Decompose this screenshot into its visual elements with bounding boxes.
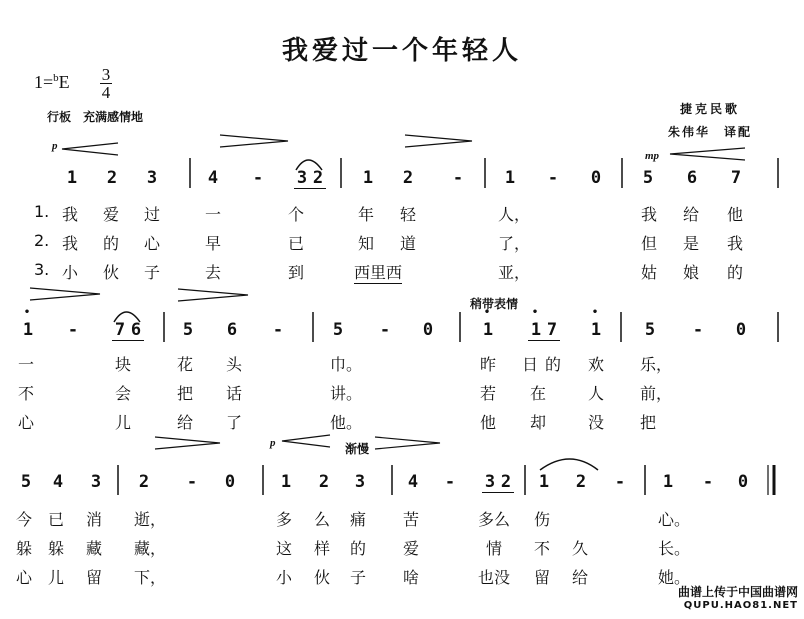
lyric-syllable: 已 — [288, 234, 305, 253]
lyric-syllable: 下， — [134, 568, 167, 587]
time-signature: 3 4 — [101, 65, 111, 102]
note: 5 — [182, 320, 194, 340]
lyric-syllable: 给 — [572, 568, 589, 587]
decrescendo-hairpin — [178, 289, 248, 301]
note: 7 — [544, 320, 560, 341]
lyric-syllable: 心 — [144, 234, 161, 253]
lyric-syllable: 心。 — [658, 510, 691, 529]
lyric-syllable: 伙 — [314, 568, 331, 587]
lyric-syllable: 消 — [86, 510, 103, 529]
tempo-marking: 行板 充满感情地 — [47, 110, 144, 124]
lyric-syllable: 不 — [534, 539, 551, 558]
lyric-syllable: 子 — [350, 568, 367, 587]
lyric-syllable: 一 — [205, 205, 222, 224]
watermark-line-2: QUPU.HAO81.NET — [683, 600, 798, 611]
lyric-syllable: 伙 — [103, 263, 120, 282]
note: 1 — [362, 168, 374, 188]
lyric-syllable: 3. — [34, 260, 50, 279]
note: - — [186, 472, 198, 492]
lyric-syllable: 多 — [276, 510, 293, 529]
lyric-syllable: 欢 — [588, 355, 605, 374]
lyric-syllable: 这 — [276, 539, 293, 558]
decrescendo-hairpin — [405, 135, 472, 147]
note: 4 — [407, 472, 419, 492]
note: 1 — [662, 472, 674, 492]
lyric-syllable: 年 — [358, 205, 375, 224]
lyric-syllable: 2. — [34, 231, 50, 250]
lyric-syllable: 他 — [727, 205, 744, 224]
lyric-syllable: 子 — [144, 263, 161, 282]
dynamic-p-2: p — [270, 437, 276, 449]
watermark-line-1: 曲谱上传于中国曲谱网 — [677, 585, 798, 599]
note: - — [252, 168, 264, 188]
lyric-syllable: 亚， — [498, 263, 531, 282]
note: 3 — [90, 472, 102, 492]
note: - — [692, 320, 704, 340]
lyric-syllable: 给 — [683, 205, 700, 224]
note: • 1 — [528, 320, 544, 341]
lyric-syllable: 他。 — [330, 413, 363, 432]
lyric-syllable: 在 — [530, 384, 547, 403]
note: 0 — [590, 168, 602, 188]
lyric-syllable: 心 — [18, 413, 35, 432]
note: - — [614, 472, 626, 492]
note: 5 — [642, 168, 654, 188]
lyric-syllable: 人， — [498, 205, 531, 224]
lyric-syllable: 躲 — [16, 539, 33, 558]
lyric-syllable: 没 — [588, 413, 605, 432]
lyric-syllable: 藏， — [134, 539, 167, 558]
note: 2 — [310, 168, 326, 189]
lyric-syllable: 知 — [358, 234, 375, 253]
lyric-syllable: 前， — [640, 384, 673, 403]
lyric-syllable: 我 — [62, 234, 79, 253]
note: 4 — [207, 168, 219, 188]
crescendo-hairpin — [282, 435, 330, 447]
note: 0 — [422, 320, 434, 340]
credit-origin: 捷克民歌 — [680, 102, 741, 116]
note: • 1 — [20, 320, 36, 340]
lyric-syllable: 儿 — [48, 568, 65, 587]
lyric-syllable: 她。 — [658, 568, 691, 587]
lyric-syllable: 日 — [522, 355, 539, 374]
lyric-syllable: 1. — [34, 202, 50, 221]
note: 4 — [52, 472, 64, 492]
lyric-syllable: 我 — [641, 205, 658, 224]
lyric-syllable: 人 — [588, 384, 605, 403]
lyric-syllable: 痛 — [350, 510, 367, 529]
lyric-syllable: 把 — [177, 384, 194, 403]
note: - — [379, 320, 391, 340]
note: 2 — [318, 472, 330, 492]
lyric-syllable: 早 — [205, 234, 222, 253]
lyric-syllable: 逝， — [134, 510, 167, 529]
lyric-syllable: 昨 — [480, 355, 497, 374]
lyric-syllable: 我 — [727, 234, 744, 253]
lyric-syllable: 爱 — [103, 205, 120, 224]
lyric-syllable: 心 — [16, 568, 33, 587]
expression-marking: 稍带表情 — [470, 297, 519, 311]
lyric-syllable: 么 — [314, 510, 331, 529]
lyric-syllable: 了 — [226, 413, 243, 432]
song-title: 我爱过一个年轻人 — [281, 36, 522, 66]
lyric-syllable: 了， — [498, 234, 531, 253]
note: - — [702, 472, 714, 492]
lyric-syllable: 儿 — [115, 413, 132, 432]
lyric-syllable: 今 — [16, 510, 33, 529]
lyric-syllable: 讲。 — [330, 384, 363, 403]
decrescendo-hairpin — [220, 135, 288, 147]
note: 2 — [402, 168, 414, 188]
lyric-syllable: 的 — [103, 234, 120, 253]
lyric-syllable: 躲 — [48, 539, 65, 558]
note: 1 — [538, 472, 550, 492]
note: 5 — [644, 320, 656, 340]
note: 1 — [280, 472, 292, 492]
note: 5 — [332, 320, 344, 340]
lyric-syllable: 久 — [572, 539, 589, 558]
credit-translator: 朱伟华 译配 — [668, 125, 753, 139]
lyric-syllable: 给 — [177, 413, 194, 432]
lyric-syllable: 一 — [18, 355, 35, 374]
note: - — [547, 168, 559, 188]
lyric-syllable: 话 — [226, 384, 243, 403]
lyric-syllable: 不 — [18, 384, 35, 403]
note: 2 — [575, 472, 587, 492]
decrescendo-hairpin — [30, 288, 100, 300]
lyric-syllable: 也没 — [478, 568, 511, 587]
lyric-syllable: 留 — [534, 568, 551, 587]
note: • 1 — [480, 320, 496, 340]
note: 6 — [686, 168, 698, 188]
note: 6 — [226, 320, 238, 340]
lyric-syllable: 会 — [115, 384, 132, 403]
lyric-syllable: 已 — [48, 510, 65, 529]
key-signature: 1=$^b$E — [34, 72, 70, 92]
lyric-syllable: 的 — [350, 539, 367, 558]
tie — [540, 459, 598, 470]
decrescendo-hairpin — [155, 437, 220, 449]
site-watermark — [678, 585, 798, 613]
note: 0 — [224, 472, 236, 492]
note: 5 — [20, 472, 32, 492]
lyric-syllable: 的 — [545, 355, 562, 374]
lyric-syllable: 小 — [62, 263, 79, 282]
lyric-syllable: 块 — [115, 355, 132, 374]
lyric-syllable: 却 — [530, 413, 547, 432]
lyric-syllable: 但 — [641, 234, 658, 253]
note: 0 — [735, 320, 747, 340]
lyric-syllable: 去 — [205, 263, 222, 282]
note: 6 — [128, 320, 144, 341]
note: 0 — [737, 472, 749, 492]
lyric-syllable: 他 — [480, 413, 497, 432]
lyric-syllable: 是 — [683, 234, 700, 253]
note: 3 — [294, 168, 310, 189]
lyric-syllable: 头 — [226, 355, 243, 374]
lyric-syllable: 若 — [480, 384, 497, 403]
crescendo-hairpin — [62, 143, 118, 155]
note: 2 — [138, 472, 150, 492]
lyric-syllable: 巾。 — [330, 355, 363, 374]
dynamic-mp: mp — [645, 150, 660, 162]
lyric-syllable: 个 — [288, 205, 305, 224]
crescendo-hairpin — [670, 148, 745, 160]
lyric-syllable: 爱 — [403, 539, 420, 558]
note: 7 — [112, 320, 128, 341]
lyric-syllable: 把 — [640, 413, 657, 432]
lyric-syllable: 伤 — [534, 510, 551, 529]
note: 3 — [482, 472, 498, 493]
note: - — [444, 472, 456, 492]
dynamic-p: p — [52, 140, 58, 152]
note: 1 — [504, 168, 516, 188]
lyric-syllable: 娘 — [683, 263, 700, 282]
lyric-syllable: 情 — [486, 539, 503, 558]
note: • 1 — [588, 320, 604, 340]
note: - — [452, 168, 464, 188]
lyric-syllable: 轻 — [400, 205, 417, 224]
decrescendo-hairpin — [375, 437, 440, 449]
lyric-syllable: 小 — [276, 568, 293, 587]
lyric-syllable: 的 — [727, 263, 744, 282]
lyric-syllable: 长。 — [658, 539, 691, 558]
lyric-syllable: 乐， — [640, 355, 673, 374]
note: - — [67, 320, 79, 340]
lyric-syllable: 多么 — [478, 510, 511, 529]
lyric-syllable: 藏 — [86, 539, 103, 558]
lyric-place-name: 西里西 — [354, 260, 402, 284]
note: 7 — [730, 168, 742, 188]
lyric-syllable: 样 — [314, 539, 331, 558]
note: 1 — [66, 168, 78, 188]
lyric-syllable: 过 — [144, 205, 161, 224]
lyric-syllable: 留 — [86, 568, 103, 587]
note: 3 — [146, 168, 158, 188]
note: 2 — [106, 168, 118, 188]
note: 3 — [354, 472, 366, 492]
lyric-syllable: 我 — [62, 205, 79, 224]
tempo-change-marking: 渐慢 — [345, 442, 370, 456]
note: - — [272, 320, 284, 340]
lyric-syllable: 苦 — [403, 510, 420, 529]
lyric-syllable: 到 — [288, 263, 305, 282]
lyric-syllable: 花 — [177, 355, 194, 374]
note: 2 — [498, 472, 514, 493]
lyric-syllable: 姑 — [641, 263, 658, 282]
lyric-syllable: 啥 — [403, 568, 420, 587]
lyric-syllable: 道 — [400, 234, 417, 253]
